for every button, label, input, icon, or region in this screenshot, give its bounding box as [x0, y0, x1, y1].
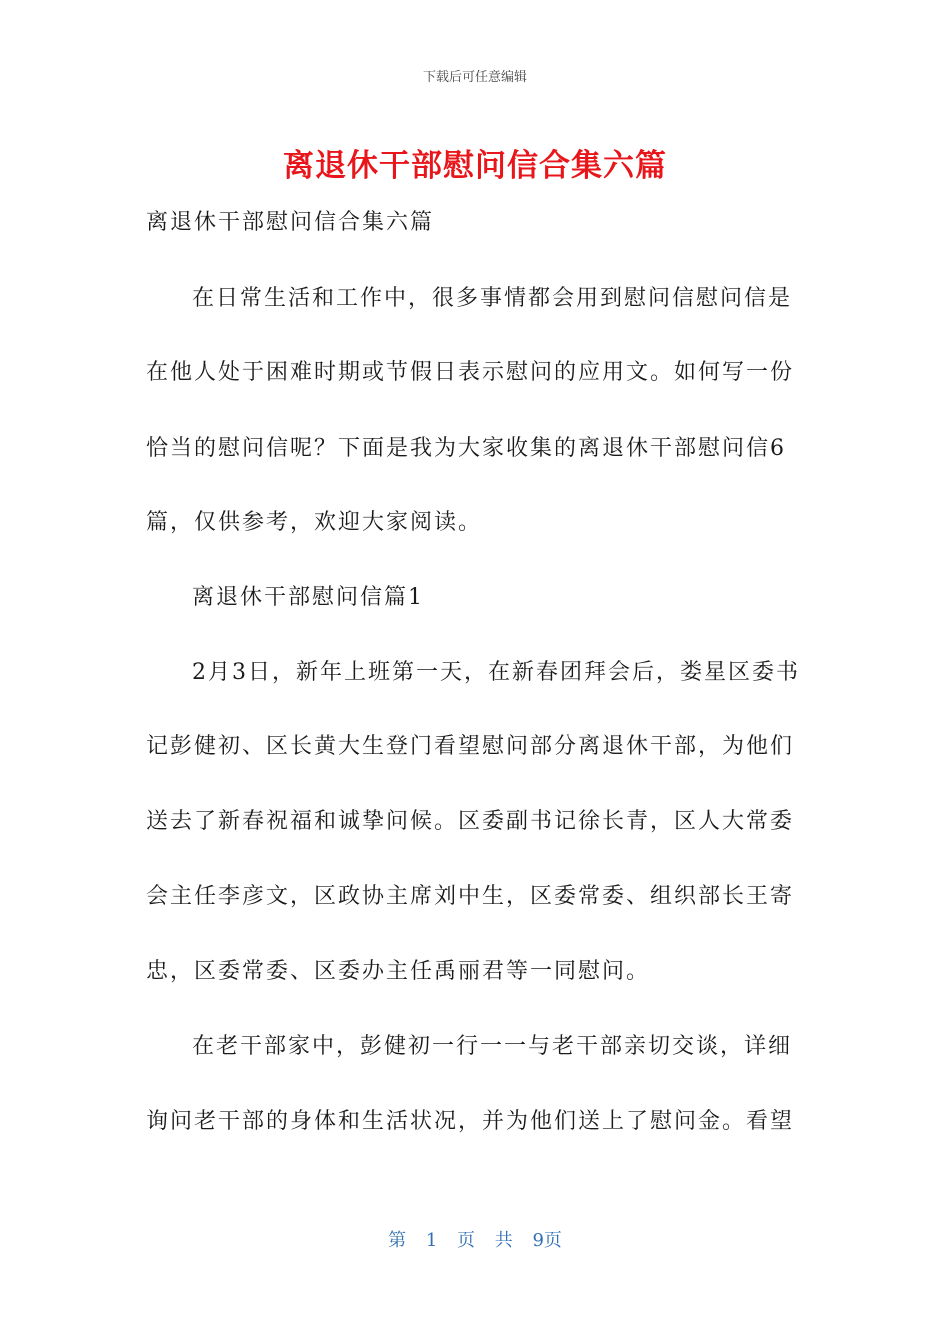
body-line: 询问老干部的身体和生活状况，并为他们送上了慰问金。看望	[146, 1109, 795, 1134]
body-line: 在老干部家中，彭健初一行一一与老干部亲切交谈，详细	[192, 1034, 793, 1059]
body-line: 在日常生活和工作中，很多事情都会用到慰问信慰问信是	[192, 286, 793, 311]
footer-prefix: 第	[388, 1230, 407, 1251]
body-line: 记彭健初、区长黄大生登门看望慰问部分离退休干部，为他们	[146, 734, 795, 759]
body-line: 2月3日，新年上班第一天，在新春团拜会后，娄星区委书	[192, 660, 800, 685]
footer-page-number: 1	[425, 1230, 438, 1251]
page-footer	[0, 1226, 950, 1252]
body-line: 在他人处于困难时期或节假日表示慰问的应用文。如何写一份	[146, 360, 795, 385]
body-line: 会主任李彦文，区政协主席刘中生，区委常委、组织部长王寄	[146, 884, 795, 909]
body-line: 送去了新春祝福和诚挚问候。区委副书记徐长青，区人大常委	[146, 809, 795, 834]
body-line: 离退休干部慰问信篇1	[192, 585, 424, 610]
footer-page-unit: 页	[457, 1230, 475, 1251]
footer-total-pages: 9页	[532, 1230, 562, 1251]
body-line: 恰当的慰问信呢？下面是我为大家收集的离退休干部慰问信6	[146, 436, 786, 461]
document-title: 离退休干部慰问信合集六篇	[283, 148, 667, 184]
header-note: 下载后可任意编辑	[422, 70, 527, 85]
body-line: 忠，区委常委、区委办主任禹丽君等一同慰问。	[146, 959, 651, 984]
footer-total-prefix: 共	[494, 1230, 513, 1251]
body-line: 离退休干部慰问信合集六篇	[146, 210, 435, 235]
body-line: 篇，仅供参考，欢迎大家阅读。	[146, 510, 483, 535]
